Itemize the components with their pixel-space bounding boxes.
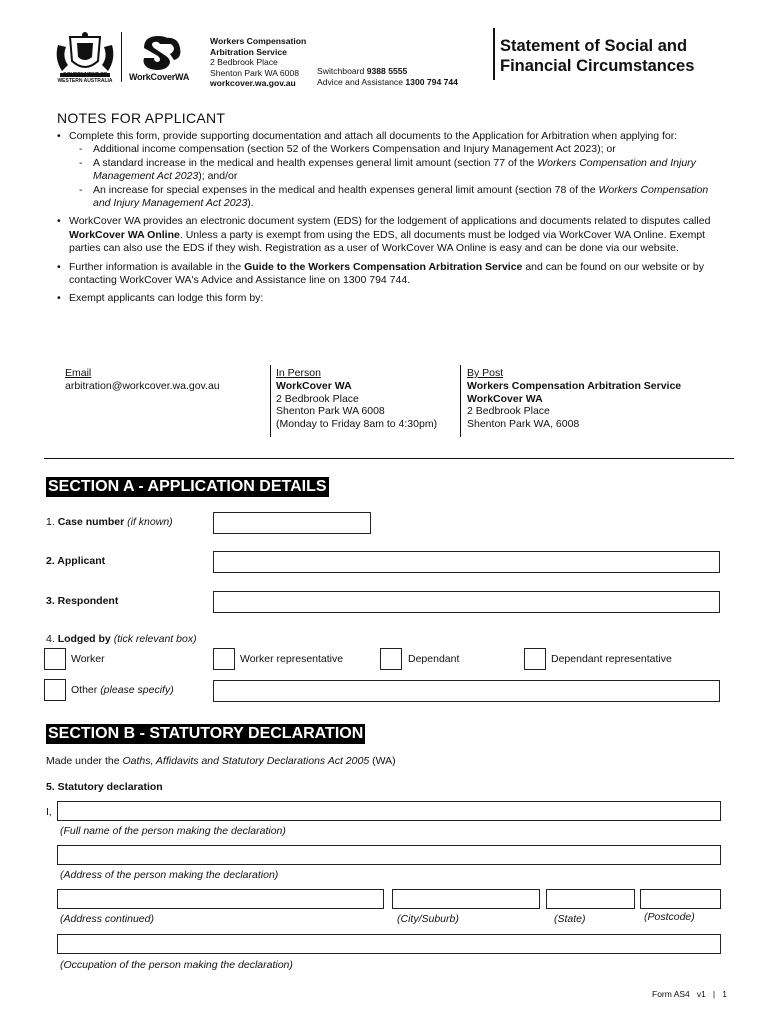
applicant-input[interactable] bbox=[213, 551, 720, 573]
logo-divider bbox=[121, 32, 122, 82]
address-caption: (Address of the person making the declaration) bbox=[60, 869, 279, 881]
column-divider bbox=[270, 365, 271, 437]
lodge-email-column: Email arbitration@workcover.wa.gov.au bbox=[65, 367, 220, 392]
lodge-post-column: By Post Workers Compensation Arbitration Service WorkCover WA 2 Bedbrook Place Shenton Park WA, 6008 bbox=[467, 367, 682, 431]
respondent-label: 3. Respondent bbox=[46, 595, 119, 607]
contact-phones: Switchboard 9388 5555 Advice and Assistance 1300 794 744 bbox=[317, 66, 458, 87]
suburb-caption: (City/Suburb) bbox=[397, 913, 459, 925]
section-b-heading: SECTION B - STATUTORY DECLARATION bbox=[48, 725, 364, 742]
worker-representative-checkbox[interactable] bbox=[213, 648, 235, 670]
note-item: • Further information is available in the Guide to the Workers Compensation Arbitration Service and can be found on our website or by contacting WorkCover WA's Advice and Assistance line on 1300 794 744. bbox=[57, 261, 727, 288]
postcode-caption: (Postcode) bbox=[644, 911, 695, 923]
full-name-caption: (Full name of the person making the declaration) bbox=[60, 825, 286, 837]
government-text: GOVERNMENT OF WESTERN AUSTRALIA bbox=[57, 72, 113, 84]
other-specify-input[interactable] bbox=[213, 680, 720, 702]
state-input[interactable] bbox=[546, 889, 635, 909]
worker-representative-option-label: Worker representative bbox=[240, 653, 344, 665]
notes-heading: NOTES FOR APPLICANT bbox=[57, 110, 226, 126]
lodge-person-column: In Person WorkCover WA 2 Bedbrook Place Shenton Park WA 6008 (Monday to Friday 8am to 4:30pm) bbox=[276, 367, 438, 431]
footer-form-id: Form AS4 v1 | 1 bbox=[652, 989, 727, 999]
dependant-representative-option-label: Dependant representative bbox=[551, 653, 672, 665]
form-title: Statement of Social and Financial Circumstances bbox=[500, 37, 695, 75]
lodged-by-label: 4. Lodged by (tick relevant box) bbox=[46, 633, 197, 645]
section-divider bbox=[44, 458, 734, 459]
address-continued-input[interactable] bbox=[57, 889, 384, 909]
i-label: I, bbox=[46, 806, 52, 818]
state-caption: (State) bbox=[554, 913, 586, 925]
postcode-input[interactable] bbox=[640, 889, 721, 909]
email-link[interactable]: arbitration@workcover.wa.gov.au bbox=[65, 379, 220, 392]
respondent-input[interactable] bbox=[213, 591, 720, 613]
applicant-label: 2. Applicant bbox=[46, 555, 106, 567]
dependant-representative-checkbox[interactable] bbox=[524, 648, 546, 670]
case-number-input[interactable] bbox=[213, 512, 371, 534]
website-link[interactable]: workcover.wa.gov.au bbox=[210, 78, 296, 89]
made-under-text: Made under the Oaths, Affidavits and Statutory Declarations Act 2005 (WA) bbox=[46, 755, 396, 767]
dependant-checkbox[interactable] bbox=[380, 648, 402, 670]
occupation-input[interactable] bbox=[57, 934, 721, 954]
statutory-declaration-label: 5. Statutory declaration bbox=[46, 781, 163, 793]
other-checkbox[interactable] bbox=[44, 679, 66, 701]
column-divider bbox=[460, 365, 461, 437]
case-number-label: 1. Case number (if known) bbox=[46, 516, 173, 528]
suburb-input[interactable] bbox=[392, 889, 540, 909]
section-a-heading: SECTION A - APPLICATION DETAILS bbox=[48, 478, 327, 495]
title-divider bbox=[493, 28, 495, 80]
dependant-option-label: Dependant bbox=[408, 653, 460, 665]
full-name-input[interactable] bbox=[57, 801, 721, 821]
note-item: • Complete this form, provide supporting documentation and attach all documents to the Application for Arbitration when applying for: - Additional income compensation (section 52 of the Workers Compensation and Injury Management Act 2023); or - A standard increase in the medical and health expenses general limit amount (section 77 of the Workers Compensation and Injury Management Act 2023); and/or - An increase for special expenses in the medical and health expenses general limit amount (section 78 of the Workers Compensation and Injury Management Act 2023). bbox=[57, 130, 727, 210]
worker-checkbox[interactable] bbox=[44, 648, 66, 670]
workcover-logo-icon bbox=[130, 30, 190, 72]
address-input[interactable] bbox=[57, 845, 721, 865]
note-item: • WorkCover WA provides an electronic document system (EDS) for the lodgement of applications and documents related to disputes called WorkCover WA Online. Unless a party is exempt from using the EDS, all documents must be lodged via WorkCover WA Online. Exempt parties can also use the EDS if they wish. Registration as a user of WorkCover WA Online is easy and can be done via our website. bbox=[57, 215, 727, 255]
notes-list bbox=[57, 130, 727, 311]
other-option-label: Other (please specify) bbox=[71, 684, 174, 696]
note-item: • Exempt applicants can lodge this form by: bbox=[57, 292, 727, 305]
contact-address: Workers Compensation Arbitration Service 2 Bedbrook Place Shenton Park WA 6008 workcover.wa.gov.au bbox=[210, 36, 307, 89]
occupation-caption: (Occupation of the person making the declaration) bbox=[60, 959, 293, 971]
workcover-logo-text: WorkCoverWA bbox=[129, 72, 190, 82]
address-continued-caption: (Address continued) bbox=[60, 913, 154, 925]
worker-option-label: Worker bbox=[71, 653, 105, 665]
